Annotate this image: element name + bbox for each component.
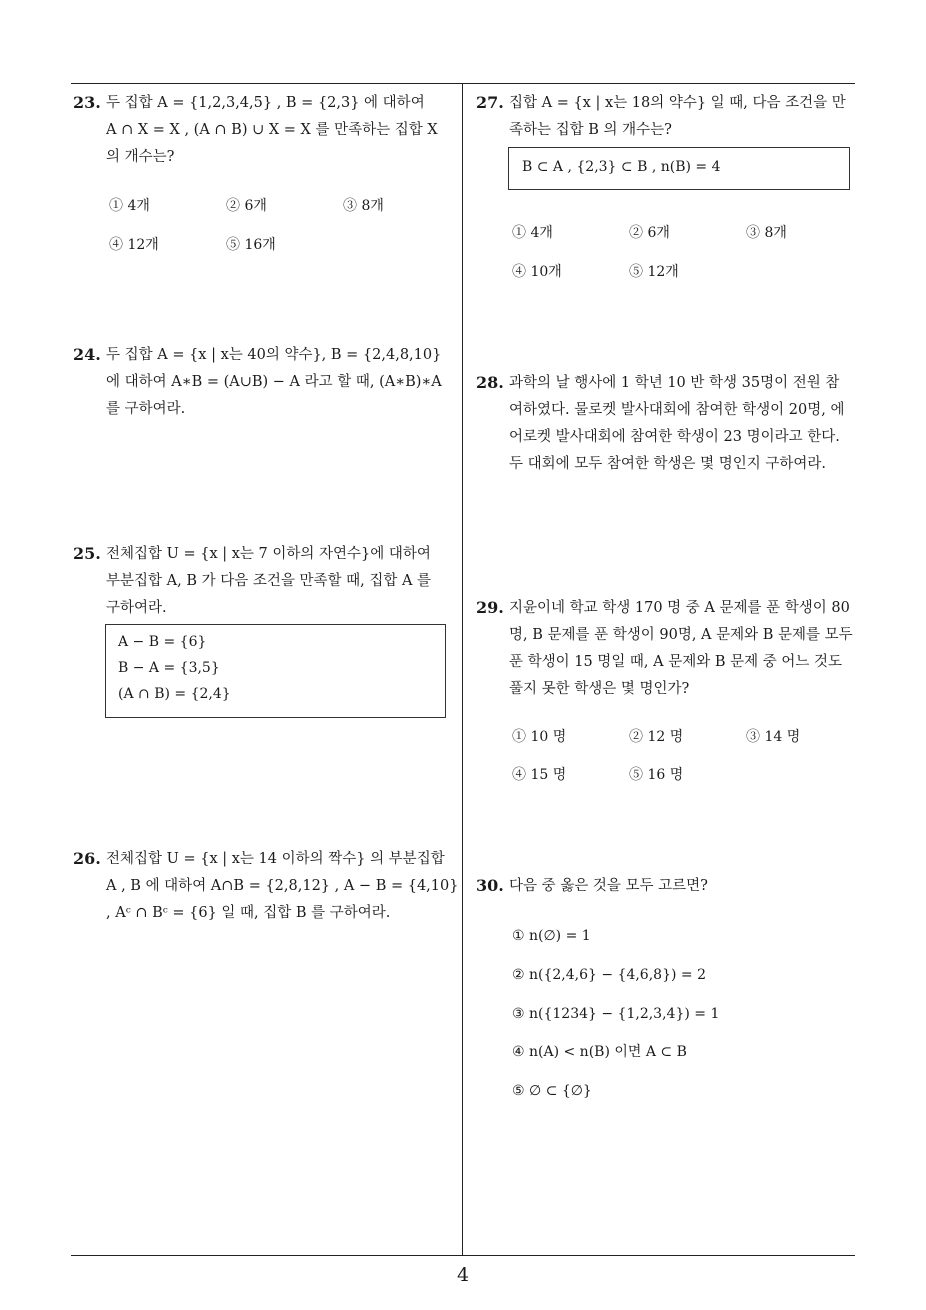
- question-line: 족하는 집합 B 의 개수는?: [509, 122, 672, 138]
- choice-3[interactable]: ③ 8개: [746, 225, 787, 241]
- question-number: 30.: [476, 876, 504, 895]
- choice-1[interactable]: ① 10 명: [512, 729, 567, 745]
- choice-4[interactable]: ④ 10개: [512, 264, 562, 280]
- question-27-choices: [476, 220, 861, 290]
- question-line: 어로켓 발사대회에 참여한 학생이 23 명이라고 한다.: [509, 429, 840, 445]
- question-number: 28.: [476, 373, 504, 392]
- choice-2[interactable]: ② 6개: [629, 225, 670, 241]
- question-23: [73, 90, 458, 260]
- choice-1[interactable]: ① 4개: [512, 225, 553, 241]
- question-line: 의 개수는?: [106, 149, 175, 165]
- question-30: [476, 873, 861, 1113]
- question-line: 집합 A = {x | x는 18의 약수} 일 때, 다음 조건을 만: [509, 95, 846, 111]
- question-line: A ∩ X = X , (A ∩ B) ∪ X = X 를 만족하는 집합 X: [106, 122, 438, 138]
- condition-box: [508, 147, 850, 190]
- question-number: 25.: [73, 544, 101, 563]
- choice-5[interactable]: ⑤ ∅ ⊂ {∅}: [512, 1083, 592, 1099]
- question-26: [73, 846, 458, 936]
- choice-1[interactable]: ① 4개: [109, 198, 150, 214]
- question-line: 전체집합 U = {x | x는 7 이하의 자연수}에 대하여: [106, 546, 431, 562]
- question-number: 23.: [73, 93, 101, 112]
- condition-line: A − B = {6}: [118, 634, 207, 650]
- question-line: 여하였다. 물로켓 발사대회에 참여한 학생이 20명, 에: [509, 402, 845, 418]
- question-line: 푼 학생이 15 명일 때, A 문제와 B 문제 중 어느 것도: [509, 654, 843, 670]
- question-29: [476, 595, 861, 795]
- question-number: 26.: [73, 849, 101, 868]
- question-24: [73, 342, 458, 432]
- question-line: 명, B 문제를 푼 학생이 90명, A 문제와 B 문제를 모두: [509, 627, 853, 643]
- choice-5[interactable]: ⑤ 12개: [629, 264, 679, 280]
- choice-3[interactable]: ③ 14 명: [746, 729, 801, 745]
- question-28: [476, 370, 861, 480]
- question-line: 다음 중 옳은 것을 모두 고르면?: [509, 878, 708, 894]
- top-rule: [71, 83, 855, 84]
- choice-5[interactable]: ⑤ 16 명: [629, 767, 684, 783]
- condition-box: [105, 624, 446, 718]
- question-line: 지윤이네 학교 학생 170 명 중 A 문제를 푼 학생이 80: [509, 600, 850, 616]
- choice-3[interactable]: ③ n({1234} − {1,2,3,4}) = 1: [512, 1006, 720, 1022]
- choice-4[interactable]: ④ 12개: [109, 237, 159, 253]
- question-number: 27.: [476, 93, 504, 112]
- choice-1[interactable]: ① n(∅) = 1: [512, 928, 591, 944]
- condition-line: B − A = {3,5}: [118, 660, 220, 676]
- choice-4[interactable]: ④ 15 명: [512, 767, 567, 783]
- column-divider: [462, 84, 463, 1256]
- question-line: 를 구하여라.: [106, 401, 186, 417]
- question-line: , Aᶜ ∩ Bᶜ = {6} 일 때, 집합 B 를 구하여라.: [106, 905, 391, 921]
- question-line: 에 대하여 A∗B = (A∪B) − A 라고 할 때, (A∗B)∗A: [106, 374, 442, 390]
- choice-2[interactable]: ② 12 명: [629, 729, 684, 745]
- question-27: [476, 90, 861, 150]
- question-line: 풀지 못한 학생은 몇 명인가?: [509, 681, 690, 697]
- page-number: 4: [456, 1264, 470, 1286]
- question-line: 부분집합 A, B 가 다음 조건을 만족할 때, 집합 A 를: [106, 573, 432, 589]
- question-line: 두 집합 A = {x | x는 40의 약수}, B = {2,4,8,10}: [106, 347, 442, 363]
- choice-2[interactable]: ② n({2,4,6} − {4,6,8}) = 2: [512, 967, 706, 983]
- condition-line: B ⊂ A , {2,3} ⊂ B , n(B) = 4: [522, 159, 721, 175]
- question-number: 24.: [73, 345, 101, 364]
- condition-line: (A ∩ B) = {2,4}: [118, 686, 231, 702]
- choice-3[interactable]: ③ 8개: [343, 198, 384, 214]
- choice-5[interactable]: ⑤ 16개: [226, 237, 276, 253]
- choice-2[interactable]: ② 6개: [226, 198, 267, 214]
- bottom-rule: [71, 1255, 855, 1256]
- question-line: A , B 에 대하여 A∩B = {2,8,12} , A − B = {4,10}: [106, 878, 459, 894]
- question-number: 29.: [476, 598, 504, 617]
- choice-4[interactable]: ④ n(A) < n(B) 이면 A ⊂ B: [512, 1044, 687, 1060]
- question-line: 두 집합 A = {1,2,3,4,5} , B = {2,3} 에 대하여: [106, 95, 425, 111]
- question-line: 전체집합 U = {x | x는 14 이하의 짝수} 의 부분집합: [106, 851, 445, 867]
- question-line: 구하여라.: [106, 600, 167, 616]
- question-line: 과학의 날 행사에 1 학년 10 반 학생 35명이 전원 참: [509, 375, 840, 391]
- question-line: 두 대회에 모두 참여한 학생은 몇 명인지 구하여라.: [509, 456, 827, 472]
